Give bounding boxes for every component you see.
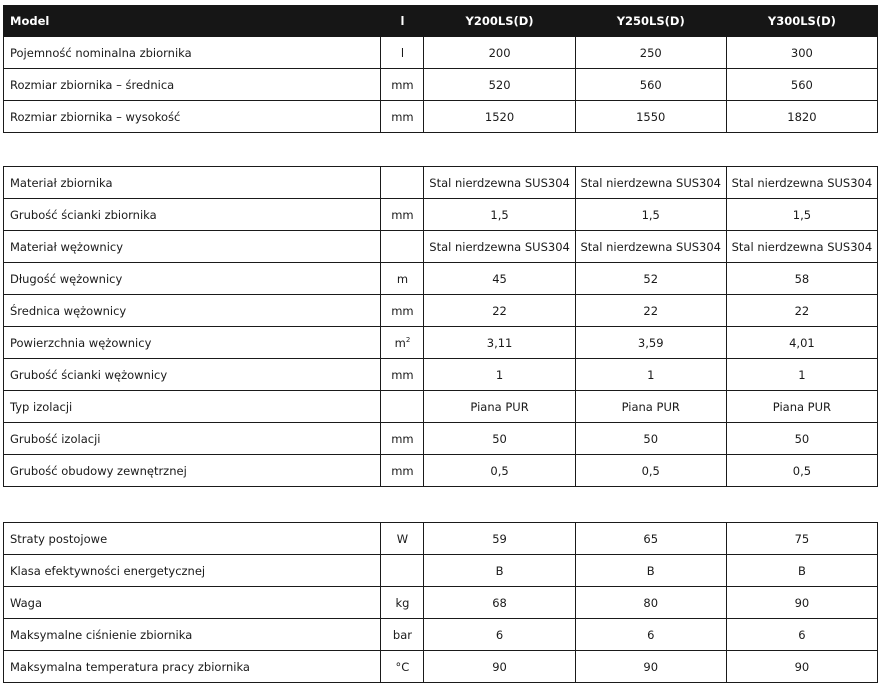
row-label: Materiał zbiornika [4, 167, 381, 199]
row-unit [381, 391, 424, 423]
row-value: Stal nierdzewna SUS304 [424, 167, 575, 199]
row-label: Materiał wężownicy [4, 231, 381, 263]
row-unit [381, 101, 424, 133]
unit-text: mm [391, 367, 414, 382]
row-unit [381, 167, 424, 199]
row-value: 0,5 [575, 455, 726, 487]
row-label: Średnica wężownicy [4, 295, 381, 327]
row-value: 65 [575, 523, 726, 555]
unit-text: kg [395, 595, 410, 610]
row-label: Powierzchnia wężownicy [4, 327, 381, 359]
row-value: 1 [575, 359, 726, 391]
table-row [4, 359, 878, 391]
row-value: 0,5 [726, 455, 877, 487]
row-label: Maksymalne ciśnienie zbiornika [4, 619, 381, 651]
header-row [4, 6, 878, 37]
row-value: 59 [424, 523, 575, 555]
row-unit [381, 555, 424, 587]
table-row [4, 619, 878, 651]
table-row [4, 327, 878, 359]
row-unit [381, 455, 424, 487]
row-label: Rozmiar zbiornika – wysokość [4, 101, 381, 133]
row-value: 1 [726, 359, 877, 391]
unit-text: mm [391, 207, 414, 222]
table-row [4, 587, 878, 619]
unit-text: mm [391, 77, 414, 92]
row-unit [381, 231, 424, 263]
table-row [4, 231, 878, 263]
row-unit [381, 327, 424, 359]
row-value: 1,5 [726, 199, 877, 231]
unit-text: mm [391, 431, 414, 446]
unit-text: m [396, 271, 409, 286]
row-value: 300 [726, 37, 877, 69]
table-row [4, 199, 878, 231]
unit-text: m [394, 335, 406, 350]
row-value: 50 [575, 423, 726, 455]
row-label: Długość wężownicy [4, 263, 381, 295]
row-value: 1 [424, 359, 575, 391]
row-value: 50 [424, 423, 575, 455]
row-unit [381, 523, 424, 555]
table-row [4, 37, 878, 69]
unit-text: bar [392, 627, 412, 642]
row-value: Stal nierdzewna SUS304 [726, 167, 877, 199]
row-value: 520 [424, 69, 575, 101]
row-label: Grubość izolacji [4, 423, 381, 455]
row-value: Piana PUR [424, 391, 575, 423]
model-header-y250: Y250LS(D) [575, 6, 726, 37]
unit-header: l [381, 6, 424, 37]
table-body [4, 523, 878, 683]
row-unit [381, 37, 424, 69]
row-value: 1520 [424, 101, 575, 133]
row-unit [381, 263, 424, 295]
row-unit [381, 619, 424, 651]
unit-text: l [400, 45, 405, 60]
row-value: 90 [726, 651, 877, 683]
table-row [4, 69, 878, 101]
row-label: Grubość obudowy zewnętrznej [4, 455, 381, 487]
row-value: 1820 [726, 101, 877, 133]
row-value: Piana PUR [575, 391, 726, 423]
row-label: Typ izolacji [4, 391, 381, 423]
model-header-y200: Y200LS(D) [424, 6, 575, 37]
model-header: Model [4, 6, 381, 37]
table-row [4, 651, 878, 683]
row-value: Piana PUR [726, 391, 877, 423]
row-value: B [424, 555, 575, 587]
row-value: 45 [424, 263, 575, 295]
row-unit [381, 69, 424, 101]
row-value: 250 [575, 37, 726, 69]
row-value: 90 [575, 651, 726, 683]
row-value: 22 [424, 295, 575, 327]
row-value: B [575, 555, 726, 587]
row-value: 68 [424, 587, 575, 619]
row-value: 200 [424, 37, 575, 69]
row-value: Stal nierdzewna SUS304 [424, 231, 575, 263]
row-unit [381, 423, 424, 455]
row-value: 6 [575, 619, 726, 651]
spec-table-performance [3, 522, 878, 683]
table-row [4, 555, 878, 587]
spec-table-dimensions [3, 5, 878, 133]
row-value: 50 [726, 423, 877, 455]
row-unit [381, 199, 424, 231]
row-value: 90 [726, 587, 877, 619]
row-value: 3,11 [424, 327, 575, 359]
row-value: 3,59 [575, 327, 726, 359]
row-value: 75 [726, 523, 877, 555]
table-row [4, 101, 878, 133]
table-row [4, 391, 878, 423]
table-body [4, 37, 878, 133]
unit-text: W [396, 531, 409, 546]
unit-text: mm [391, 463, 414, 478]
row-label: Klasa efektywności energetycznej [4, 555, 381, 587]
unit-text: °C [395, 659, 410, 674]
table-row [4, 167, 878, 199]
unit-text: mm [391, 109, 414, 124]
row-value: B [726, 555, 877, 587]
row-label: Maksymalna temperatura pracy zbiornika [4, 651, 381, 683]
row-label: Rozmiar zbiornika – średnica [4, 69, 381, 101]
row-value: 1550 [575, 101, 726, 133]
row-value: 1,5 [424, 199, 575, 231]
row-label: Waga [4, 587, 381, 619]
row-unit [381, 359, 424, 391]
row-value: 560 [726, 69, 877, 101]
row-unit [381, 295, 424, 327]
row-value: Stal nierdzewna SUS304 [575, 231, 726, 263]
row-value: 80 [575, 587, 726, 619]
unit-text: mm [391, 303, 414, 318]
row-value: 6 [424, 619, 575, 651]
row-value: 22 [575, 295, 726, 327]
row-label: Straty postojowe [4, 523, 381, 555]
model-header-y300: Y300LS(D) [726, 6, 877, 37]
unit-superscript: 2 [405, 335, 411, 344]
row-value: 0,5 [424, 455, 575, 487]
row-value: 6 [726, 619, 877, 651]
row-value: 58 [726, 263, 877, 295]
row-value: 560 [575, 69, 726, 101]
row-value: 22 [726, 295, 877, 327]
row-value: 52 [575, 263, 726, 295]
row-value: 90 [424, 651, 575, 683]
row-label: Grubość ścianki wężownicy [4, 359, 381, 391]
table-body [4, 167, 878, 487]
table-row [4, 455, 878, 487]
row-unit [381, 587, 424, 619]
table-row [4, 523, 878, 555]
row-value: Stal nierdzewna SUS304 [726, 231, 877, 263]
row-unit [381, 651, 424, 683]
row-value: 4,01 [726, 327, 877, 359]
row-value: Stal nierdzewna SUS304 [575, 167, 726, 199]
table-row [4, 263, 878, 295]
table-row [4, 423, 878, 455]
table-row [4, 295, 878, 327]
row-value: 1,5 [575, 199, 726, 231]
row-label: Grubość ścianki zbiornika [4, 199, 381, 231]
row-label: Pojemność nominalna zbiornika [4, 37, 381, 69]
spec-table-materials [3, 166, 878, 487]
